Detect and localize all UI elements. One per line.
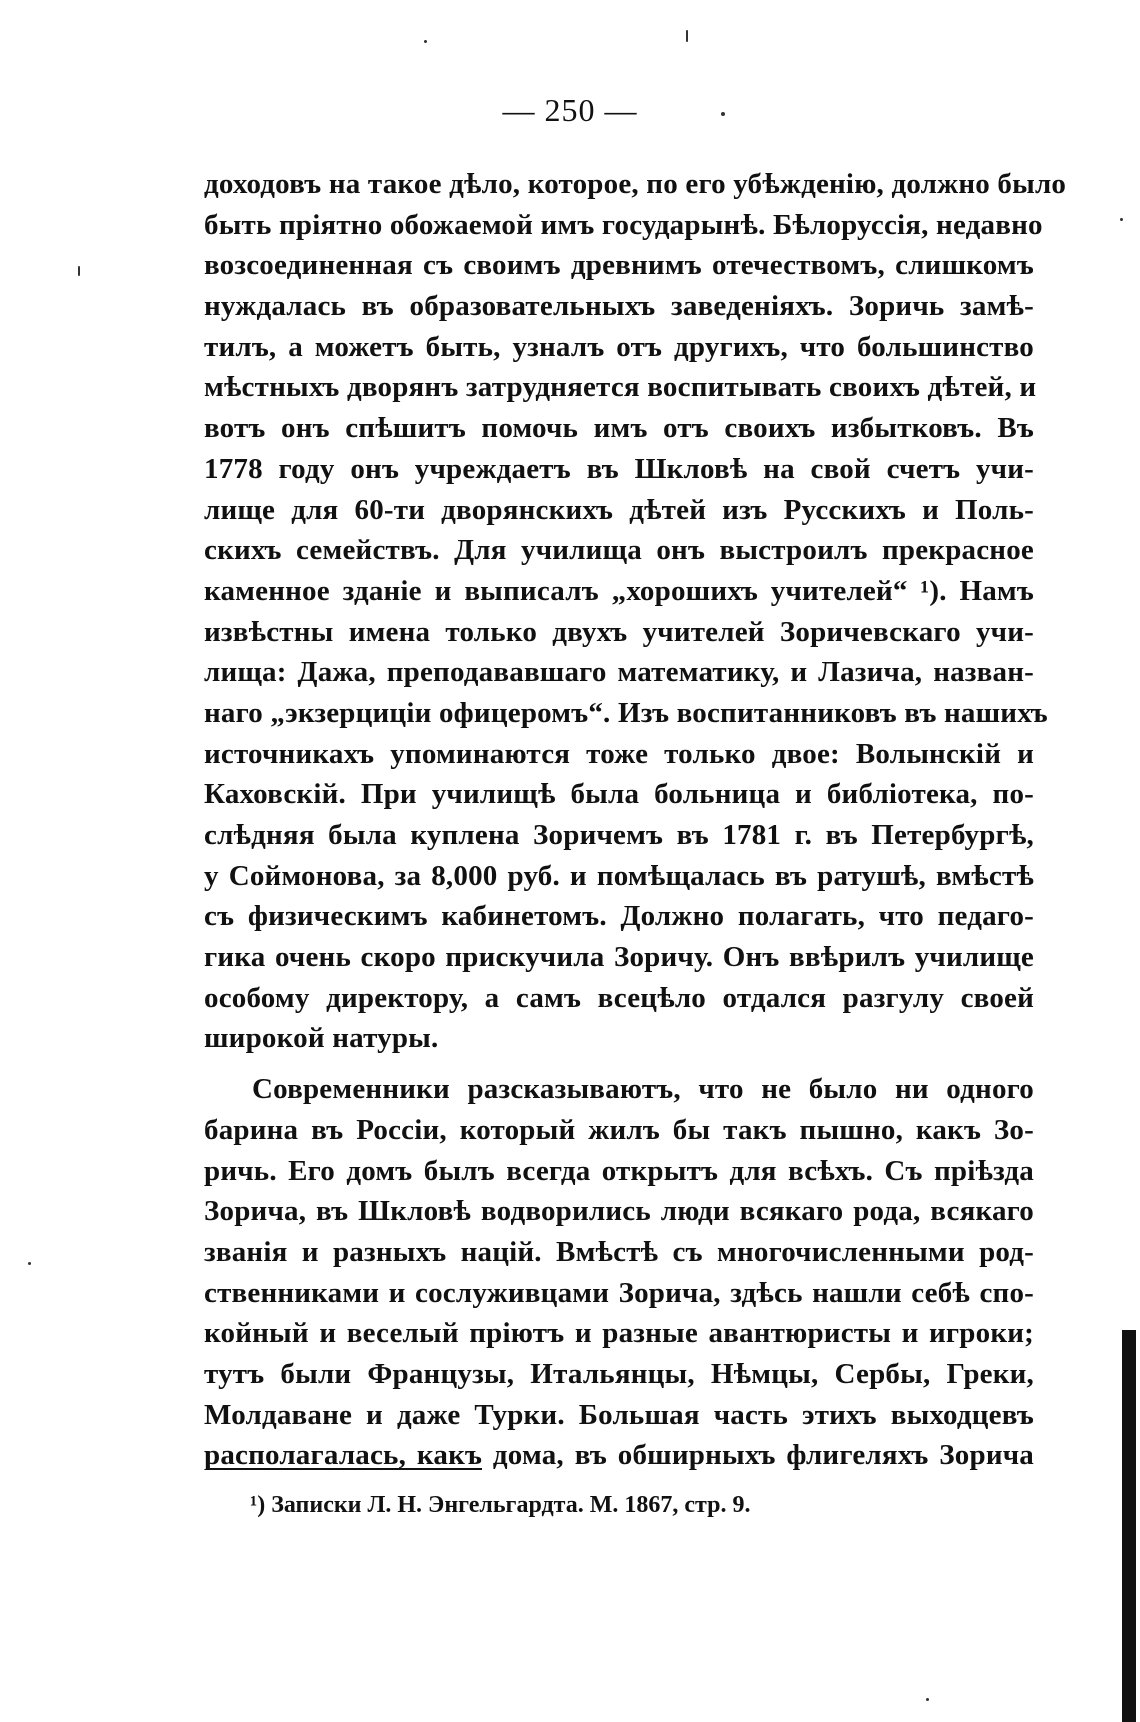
scan-speck <box>686 30 688 42</box>
page-number: — 250 — <box>502 92 638 128</box>
text-line: Современники разсказываютъ, что не было ни одного <box>252 1073 1034 1106</box>
text-line: слѣдняя была куплена Зоричемъ въ 1781 г. въ Петербургѣ, <box>204 819 1034 851</box>
text-line: извѣстны имена только двухъ учителей Зоричевскаго учи- <box>204 615 1034 648</box>
text-line: быть пріятно обожаемой имъ государынѣ. Бѣлоруссія, недавно <box>204 208 1043 241</box>
scan-speck <box>78 266 80 276</box>
text-line: возсоединенная съ своимъ древнимъ отечествомъ, слишкомъ <box>204 249 1034 282</box>
text-line: мѣстныхъ дворянъ затрудняется воспитывать своихъ дѣтей, и <box>204 371 1037 404</box>
text-line: съ физическимъ кабинетомъ. Должно полагать, что педаго- <box>204 900 1034 933</box>
text-line: Молдаване и даже Турки. Большая часть этихъ выходцевъ <box>204 1398 1034 1431</box>
text-line: барина въ Россіи, который жилъ бы такъ пышно, какъ Зо- <box>204 1113 1034 1146</box>
text-line: Зорича, въ Шкловѣ водворились люди всякаго рода, всякаго <box>204 1195 1034 1228</box>
text-line: ричь. Его домъ былъ всегда открытъ для всѣхъ. Съ пріѣзда <box>204 1154 1034 1187</box>
text-line: нуждалась въ образовательныхъ заведеніяхъ. Зоричь замѣ- <box>204 290 1034 323</box>
scan-speck <box>424 40 427 43</box>
paragraph-gap <box>204 1059 1034 1069</box>
footnote: ¹) Записки Л. Н. Энгельгардта. М. 1867, стр. 9. <box>250 1492 751 1518</box>
text-line: койный и веселый пріютъ и разные авантюристы и игроки; <box>204 1317 1034 1350</box>
text-line: лища: Дажа, преподававшаго математику, и Лазича, назван- <box>204 656 1034 689</box>
text-line: широкой натуры. <box>204 1022 439 1055</box>
footnote-divider <box>210 1468 482 1470</box>
text-line: тутъ были Французы, Итальянцы, Нѣмцы, Сербы, Греки, <box>204 1357 1034 1390</box>
text-line: располагалась, какъ дома, въ обширныхъ флигеляхъ Зорича <box>204 1439 1034 1472</box>
scan-speck <box>926 1698 929 1701</box>
text-line: вотъ онъ спѣшитъ помочь имъ отъ своихъ избытковъ. Въ <box>204 412 1034 445</box>
text-line: лище для 60-ти дворянскихъ дѣтей изъ Русскихъ и Поль- <box>204 493 1034 526</box>
text-line: каменное зданіе и выписалъ „хорошихъ учителей“ ¹). Намъ <box>204 574 1034 607</box>
text-line: особому директору, а самъ всецѣло отдался разгулу своей <box>204 981 1034 1014</box>
text-line: гика очень скоро прискучила Зоричу. Онъ ввѣрилъ училище <box>204 941 1034 974</box>
text-line: скихъ семействъ. Для училища онъ выстроилъ прекрасное <box>204 534 1034 567</box>
text-line: наго „экзерциціи офицеромъ“. Изъ воспитанниковъ въ нашихъ <box>204 696 1048 729</box>
scan-speck <box>28 1262 31 1265</box>
scan-speck <box>1120 218 1123 221</box>
text-line: источникахъ упоминаются тоже только двое: Волынскій и <box>204 737 1034 770</box>
text-line: Каховскій. При училищѣ была больница и библіотека, по- <box>204 778 1034 811</box>
scan-speck <box>721 112 725 116</box>
body-text <box>204 164 1067 1476</box>
scan-edge-shadow <box>1122 1330 1136 1722</box>
text-line: доходовъ на такое дѣло, которое, по его убѣжденію, должно было <box>204 168 1067 200</box>
text-line: тилъ, а можетъ быть, узналъ отъ другихъ, что большинство <box>204 330 1034 363</box>
text-line: званія и разныхъ націй. Вмѣстѣ съ многочисленными род- <box>204 1235 1034 1268</box>
text-line: ственниками и сослуживцами Зорича, здѣсь нашли себѣ спо- <box>204 1276 1034 1309</box>
text-line: 1778 году онъ учреждаетъ въ Шкловѣ на свой счетъ учи- <box>204 452 1034 485</box>
text-line: у Соймонова, за 8,000 руб. и помѣщалась въ ратушѣ, вмѣстѣ <box>204 859 1034 892</box>
